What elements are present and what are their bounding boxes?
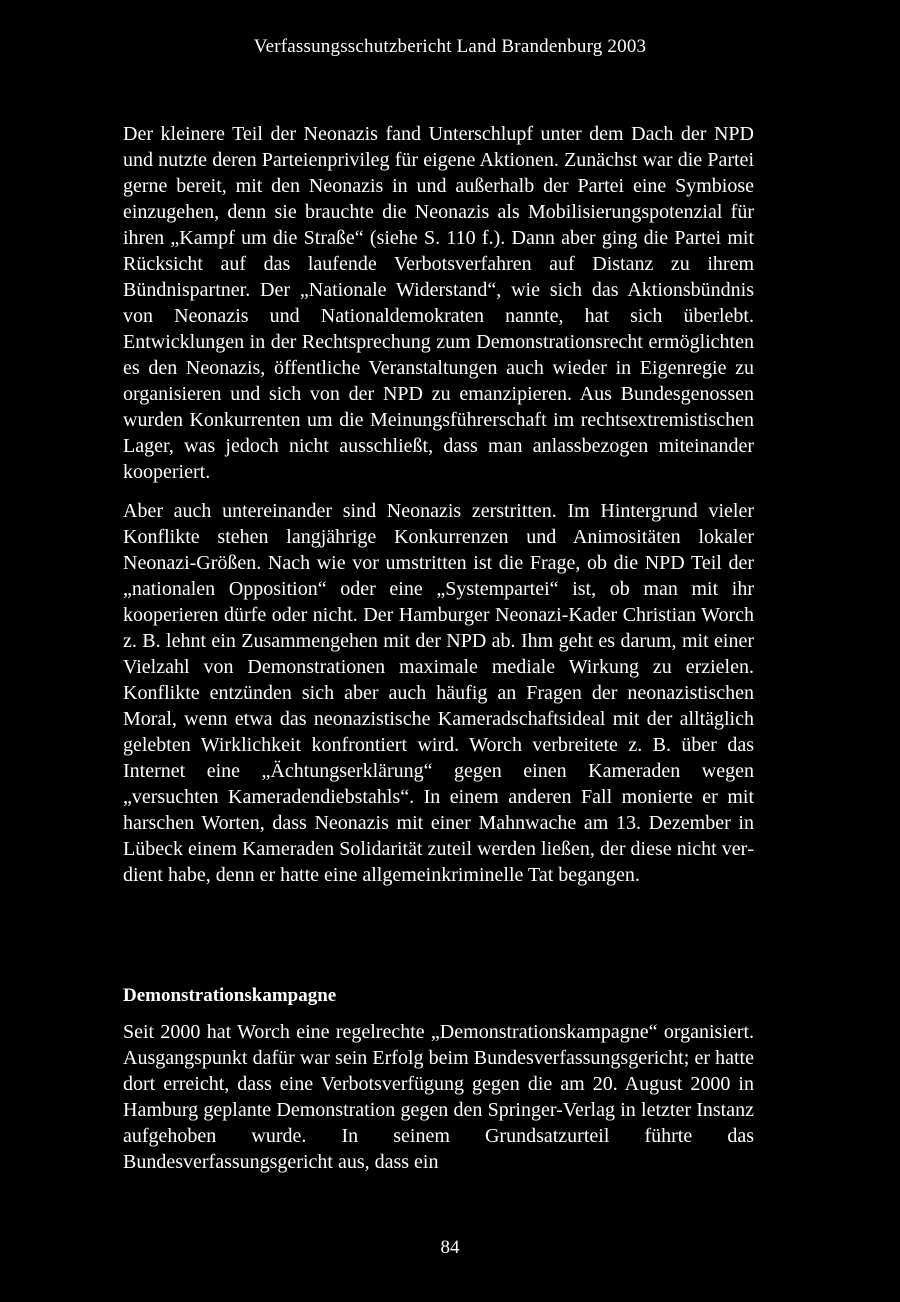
paragraph-neonazis-npd: Der kleinere Teil der Neonazis fand Unterschlupf unter dem Dach der NPD und nutzte deren Parteienprivileg für eigene Aktionen. Zunächst war die Partei gerne bereit, mit den Neonazis in und außerhalb der Partei eine Symbiose einzugehen, denn sie brauchte die Neonazis als Mobilisierungspotenzial für ihren „Kampf um die Straße“ (siehe S. 110 f.). Dann aber ging die Partei mit Rücksicht auf das laufende Verbotsverfahren auf Distanz zu ihrem Bündnispartner. Der „Nationale Widerstand“, wie sich das Aktionsbündnis von Neonazis und Nationaldemokraten nannte, hat sich überlebt. Entwicklungen in der Rechtsprechung zum Demonstrationsrecht ermöglichten es den Neonazis, öffentliche Veranstaltungen auch wieder in Eigenregie zu organisieren und sich von der NPD zu emanzipieren. Aus Bundesgenossen wurden Konkurrenten um die Meinungsführerschaft im rechtsextremistischen Lager, was jedoch nicht ausschließt, dass man anlassbezogen miteinander kooperiert. [123,123,754,483]
paragraph-neonazis-conflicts: Aber auch untereinander sind Neonazis zerstritten. Im Hintergrund vieler Konflikte stehen langjährige Konkurrenzen und Animositäten lokaler Neonazi-Größen. Nach wie vor umstritten ist die Frage, ob die NPD Teil der „nationalen Opposition“ oder eine „Systempartei“ ist, ob man mit ihr kooperieren dürfe oder nicht. Der Hamburger Neonazi-Kader Christian Worch z. B. lehnt ein Zusammengehen mit der NPD ab. Ihm geht es darum, mit einer Vielzahl von Demonstrationen maximale mediale Wirkung zu erzielen. Konflikte entzünden sich aber auch häufig an Fragen der neonazistischen Moral, wenn etwa das neonazistische Kameradschaftsideal mit der alltäglich gelebten Wirklichkeit konfrontiert wird. Worch verbreitete z. B. über das Internet eine „Ächtungserklärung“ gegen einen Kameraden wegen „versuchten Kameradendiebstahls“. In einem anderen Fall monierte er mit harschen Worten, dass Neonazis mit einer Mahnwache am 13. Dezember in Lübeck einem Kameraden Solidarität zuteil werden ließen, der diese nicht verdient habe, denn er hatte eine allgemeinkriminelle Tat begangen. [123,500,754,886]
running-header: Verfassungsschutzbericht Land Brandenburg 2003 [253,36,647,57]
section-heading: Demonstrationskampagne [123,985,337,1006]
page-number: 84 [440,1237,460,1258]
section-body [123,1019,754,1175]
paragraph-demonstration-campaign: Seit 2000 hat Worch eine regelrechte „Demonstrationskampagne“ organisiert. Ausgangspunkt dafür war sein Erfolg beim Bundesverfassungsgericht; er hatte dort erreicht, dass eine Verbotsverfügung gegen die am 20. August 2000 in Hamburg geplante Demonstration gegen den Springer-Verlag in letzter Instanz aufgehoben wurde. In seinem Grundsatzurteil führte das Bundesverfassungsgericht aus, dass ein [123,1021,754,1173]
body-text [123,121,754,888]
